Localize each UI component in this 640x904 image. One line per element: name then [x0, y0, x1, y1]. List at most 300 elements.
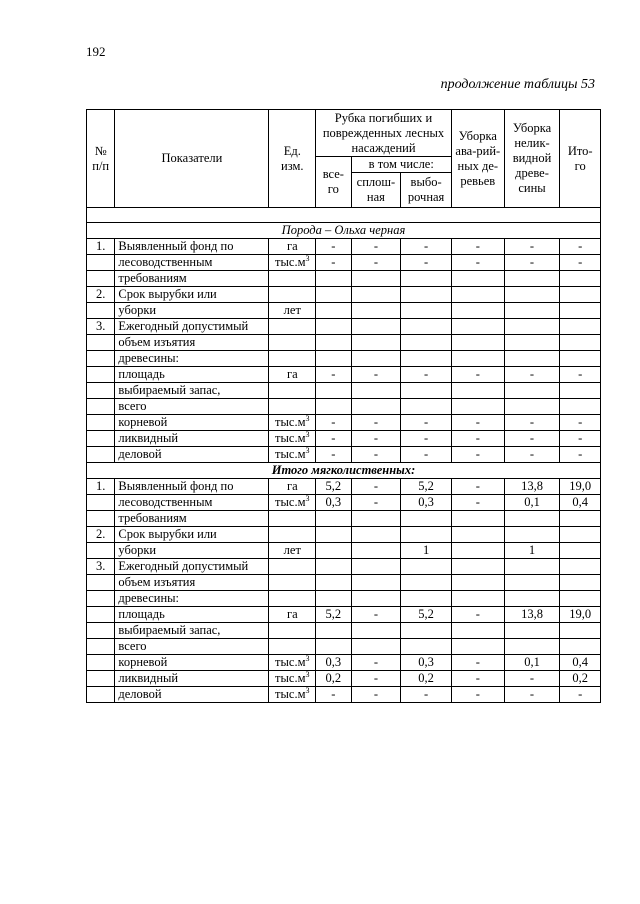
row-value: [560, 303, 601, 319]
row-unit: га: [269, 239, 316, 255]
row-value: -: [351, 607, 401, 623]
table-row: [87, 575, 601, 591]
row-value: -: [351, 255, 401, 271]
row-value: [451, 303, 504, 319]
row-value: [351, 351, 401, 367]
table-row: [87, 399, 601, 415]
row-label: всего: [115, 399, 269, 415]
row-value: [560, 559, 601, 575]
row-value: [504, 303, 560, 319]
row-unit: $тыс.м^3$: [269, 687, 316, 703]
row-value: [351, 591, 401, 607]
row-value: 19,0: [560, 607, 601, 623]
row-unit: [269, 271, 316, 287]
row-unit: [269, 527, 316, 543]
row-value: -: [560, 367, 601, 383]
row-value: [316, 399, 351, 415]
table-body: [87, 223, 601, 703]
row-value: [351, 383, 401, 399]
row-value: [316, 335, 351, 351]
row-value: -: [560, 687, 601, 703]
row-value: [401, 575, 452, 591]
data-table: [86, 109, 601, 703]
row-number: [87, 255, 115, 271]
row-value: 13,8: [504, 479, 560, 495]
row-value: [504, 623, 560, 639]
table-row: [87, 303, 601, 319]
row-label: корневой: [115, 655, 269, 671]
row-value: [560, 351, 601, 367]
row-value: 1: [401, 543, 452, 559]
row-value: 0,3: [401, 655, 452, 671]
row-value: [504, 271, 560, 287]
row-value: -: [504, 415, 560, 431]
row-value: [401, 271, 452, 287]
row-value: -: [504, 447, 560, 463]
row-value: 0,2: [401, 671, 452, 687]
row-value: [504, 559, 560, 575]
unit-superscript: 3: [305, 653, 310, 663]
row-label: корневой: [115, 415, 269, 431]
row-value: [451, 623, 504, 639]
row-value: 0,3: [401, 495, 452, 511]
unit-superscript: 3: [305, 685, 310, 695]
header-including: в том числе:: [351, 157, 451, 173]
row-value: -: [451, 655, 504, 671]
row-value: -: [351, 479, 401, 495]
table-row: [87, 431, 601, 447]
row-value: [401, 559, 452, 575]
row-number: [87, 671, 115, 687]
table-row: [87, 655, 601, 671]
row-value: [316, 383, 351, 399]
row-value: [560, 623, 601, 639]
row-value: -: [401, 415, 452, 431]
row-value: [560, 399, 601, 415]
row-value: [316, 511, 351, 527]
row-label: объем изъятия: [115, 335, 269, 351]
header-selective: выбо-рочная: [401, 173, 452, 208]
row-number: 2.: [87, 287, 115, 303]
row-value: [451, 319, 504, 335]
unit-superscript: 3: [305, 253, 310, 263]
row-value: 5,2: [316, 479, 351, 495]
row-label: лесоводственным: [115, 255, 269, 271]
header-cutting-group: Рубка погибших и поврежденных лесных насаждений: [316, 110, 452, 157]
row-value: [504, 335, 560, 351]
table-row: [87, 687, 601, 703]
row-value: [504, 639, 560, 655]
row-value: -: [351, 239, 401, 255]
row-value: 0,3: [316, 655, 351, 671]
table-row: [87, 543, 601, 559]
row-number: [87, 495, 115, 511]
row-label: деловой: [115, 447, 269, 463]
row-number: 3.: [87, 319, 115, 335]
table-row: [87, 271, 601, 287]
row-number: [87, 543, 115, 559]
row-value: [560, 287, 601, 303]
row-number: [87, 575, 115, 591]
row-value: [451, 383, 504, 399]
row-value: [351, 511, 401, 527]
row-value: [560, 271, 601, 287]
row-value: [401, 511, 452, 527]
row-value: 0,3: [316, 495, 351, 511]
row-value: [451, 287, 504, 303]
row-value: -: [351, 431, 401, 447]
row-unit: [269, 575, 316, 591]
row-value: [351, 319, 401, 335]
row-unit: [269, 623, 316, 639]
row-value: -: [451, 239, 504, 255]
table-continuation-caption: продолжение таблицы 53: [440, 77, 595, 92]
row-value: [316, 591, 351, 607]
row-value: -: [401, 431, 452, 447]
row-value: [451, 271, 504, 287]
row-number: 1.: [87, 479, 115, 495]
row-label: объем изъятия: [115, 575, 269, 591]
row-value: -: [504, 255, 560, 271]
row-value: [504, 511, 560, 527]
row-number: [87, 415, 115, 431]
row-value: 5,2: [401, 607, 452, 623]
row-unit: [269, 383, 316, 399]
row-unit: [269, 287, 316, 303]
row-value: [560, 639, 601, 655]
row-label: площадь: [115, 607, 269, 623]
row-value: -: [316, 431, 351, 447]
row-value: [504, 575, 560, 591]
row-number: 2.: [87, 527, 115, 543]
row-number: [87, 303, 115, 319]
row-unit: лет: [269, 543, 316, 559]
unit-superscript: 3: [305, 669, 310, 679]
section-title: Порода – Ольха черная: [87, 223, 601, 239]
row-value: [316, 623, 351, 639]
row-value: [560, 575, 601, 591]
row-label: Срок вырубки или: [115, 527, 269, 543]
row-value: [401, 383, 452, 399]
row-unit: [269, 591, 316, 607]
row-number: [87, 591, 115, 607]
row-label: требованиям: [115, 511, 269, 527]
unit-superscript: 3: [305, 429, 310, 439]
row-value: [504, 351, 560, 367]
row-unit: $тыс.м^3$: [269, 447, 316, 463]
table-row: [87, 351, 601, 367]
page-number: 192: [86, 44, 106, 59]
row-label: Ежегодный допустимый: [115, 319, 269, 335]
row-value: [504, 591, 560, 607]
row-value: [401, 399, 452, 415]
row-value: -: [451, 415, 504, 431]
row-label: площадь: [115, 367, 269, 383]
header-spacer-row: [87, 208, 601, 223]
row-unit: га: [269, 479, 316, 495]
row-value: -: [351, 495, 401, 511]
row-value: [451, 575, 504, 591]
row-value: 5,2: [316, 607, 351, 623]
section-title: Итого мягколиственных:: [87, 463, 601, 479]
row-value: [560, 335, 601, 351]
row-value: -: [560, 431, 601, 447]
row-value: -: [560, 415, 601, 431]
row-value: -: [560, 447, 601, 463]
row-value: [451, 399, 504, 415]
row-value: [316, 639, 351, 655]
header-indicator: Показатели: [115, 110, 269, 208]
row-value: [316, 351, 351, 367]
row-value: [504, 527, 560, 543]
row-value: 0,2: [560, 671, 601, 687]
row-unit: $тыс.м^3$: [269, 415, 316, 431]
row-number: [87, 271, 115, 287]
row-value: [351, 575, 401, 591]
row-value: [401, 623, 452, 639]
header-total: Ито-го: [560, 110, 601, 208]
table-row: [87, 559, 601, 575]
row-value: -: [451, 687, 504, 703]
header-num: № п/п: [87, 110, 115, 208]
row-value: -: [504, 687, 560, 703]
row-number: [87, 607, 115, 623]
row-value: [316, 303, 351, 319]
row-unit: $тыс.м^3$: [269, 255, 316, 271]
row-label: Выявленный фонд по: [115, 479, 269, 495]
row-value: -: [401, 447, 452, 463]
row-unit: лет: [269, 303, 316, 319]
row-unit: $тыс.м^3$: [269, 655, 316, 671]
table-row: [87, 415, 601, 431]
row-unit: га: [269, 607, 316, 623]
row-value: -: [504, 671, 560, 687]
row-value: [451, 335, 504, 351]
row-value: -: [401, 367, 452, 383]
unit-superscript: 3: [305, 413, 310, 423]
table-row: [87, 607, 601, 623]
section-row: [87, 223, 601, 239]
table-row: [87, 623, 601, 639]
row-value: [316, 271, 351, 287]
row-value: -: [351, 367, 401, 383]
row-value: [316, 319, 351, 335]
row-value: [351, 559, 401, 575]
row-value: 0,1: [504, 495, 560, 511]
section-row: [87, 463, 601, 479]
row-value: -: [451, 367, 504, 383]
row-label: лесоводственным: [115, 495, 269, 511]
row-value: [316, 287, 351, 303]
header-total-cut: все-го: [316, 157, 351, 208]
row-value: -: [316, 255, 351, 271]
row-value: 0,1: [504, 655, 560, 671]
row-value: -: [351, 687, 401, 703]
row-number: [87, 383, 115, 399]
row-number: [87, 687, 115, 703]
row-value: [351, 303, 401, 319]
row-label: выбираемый запас,: [115, 383, 269, 399]
table-row: [87, 255, 601, 271]
row-value: 0,2: [316, 671, 351, 687]
row-unit: [269, 639, 316, 655]
row-value: [451, 527, 504, 543]
header-unit: Ед. изм.: [269, 110, 316, 208]
row-value: [504, 383, 560, 399]
row-unit: [269, 399, 316, 415]
header-emergency: Уборка ава-рий-ных де-ревьев: [451, 110, 504, 208]
row-value: [401, 303, 452, 319]
row-value: 0,4: [560, 495, 601, 511]
table-row: [87, 335, 601, 351]
row-unit: [269, 559, 316, 575]
row-label: ликвидный: [115, 671, 269, 687]
row-number: [87, 335, 115, 351]
row-unit: [269, 319, 316, 335]
row-value: [351, 639, 401, 655]
table-row: [87, 527, 601, 543]
row-value: -: [316, 415, 351, 431]
row-value: 5,2: [401, 479, 452, 495]
row-value: [560, 527, 601, 543]
row-value: 19,0: [560, 479, 601, 495]
row-value: -: [504, 431, 560, 447]
row-unit: [269, 335, 316, 351]
row-value: -: [316, 239, 351, 255]
row-value: -: [351, 415, 401, 431]
row-number: 1.: [87, 239, 115, 255]
row-label: выбираемый запас,: [115, 623, 269, 639]
row-value: [351, 623, 401, 639]
row-value: [401, 591, 452, 607]
row-label: деловой: [115, 687, 269, 703]
row-number: [87, 367, 115, 383]
row-label: Выявленный фонд по: [115, 239, 269, 255]
header-illiquid: Уборка нелик-видной древе-сины: [504, 110, 560, 208]
row-number: [87, 431, 115, 447]
row-value: [401, 319, 452, 335]
row-value: -: [451, 671, 504, 687]
row-value: -: [316, 687, 351, 703]
row-value: 0,4: [560, 655, 601, 671]
row-value: [504, 319, 560, 335]
row-value: [560, 319, 601, 335]
row-label: древесины:: [115, 351, 269, 367]
row-value: [451, 543, 504, 559]
row-value: [401, 335, 452, 351]
row-value: [316, 527, 351, 543]
row-value: [401, 287, 452, 303]
row-value: -: [451, 495, 504, 511]
row-value: -: [401, 239, 452, 255]
row-value: -: [560, 255, 601, 271]
row-value: [504, 287, 560, 303]
row-value: -: [504, 367, 560, 383]
row-value: [451, 351, 504, 367]
row-value: [316, 543, 351, 559]
row-value: 13,8: [504, 607, 560, 623]
row-value: -: [401, 255, 452, 271]
row-value: -: [401, 687, 452, 703]
row-value: [560, 543, 601, 559]
row-label: уборки: [115, 543, 269, 559]
row-value: [351, 527, 401, 543]
row-number: [87, 511, 115, 527]
row-value: -: [451, 255, 504, 271]
row-value: [504, 399, 560, 415]
row-number: [87, 399, 115, 415]
table-row: [87, 671, 601, 687]
row-value: [451, 639, 504, 655]
row-value: [401, 639, 452, 655]
row-number: [87, 447, 115, 463]
table-row: [87, 287, 601, 303]
row-value: [560, 591, 601, 607]
row-value: -: [316, 447, 351, 463]
row-value: -: [560, 239, 601, 255]
row-label: всего: [115, 639, 269, 655]
row-value: [451, 511, 504, 527]
table-row: [87, 495, 601, 511]
row-value: -: [504, 239, 560, 255]
row-value: [560, 383, 601, 399]
row-label: Срок вырубки или: [115, 287, 269, 303]
unit-superscript: 3: [305, 493, 310, 503]
row-number: [87, 655, 115, 671]
table-row: [87, 479, 601, 495]
row-value: [351, 287, 401, 303]
row-value: [351, 543, 401, 559]
row-number: [87, 351, 115, 367]
table-row: [87, 511, 601, 527]
row-value: 1: [504, 543, 560, 559]
table-row: [87, 319, 601, 335]
row-unit: [269, 511, 316, 527]
row-label: ликвидный: [115, 431, 269, 447]
row-value: -: [351, 655, 401, 671]
header-clear: сплош-ная: [351, 173, 401, 208]
row-number: 3.: [87, 559, 115, 575]
row-value: [351, 271, 401, 287]
row-number: [87, 623, 115, 639]
row-unit: $тыс.м^3$: [269, 495, 316, 511]
row-value: -: [351, 447, 401, 463]
row-number: [87, 639, 115, 655]
row-value: [351, 399, 401, 415]
row-value: [451, 591, 504, 607]
table-row: [87, 591, 601, 607]
row-value: -: [316, 367, 351, 383]
row-label: требованиям: [115, 271, 269, 287]
row-value: [401, 527, 452, 543]
row-unit: $тыс.м^3$: [269, 671, 316, 687]
row-value: -: [451, 607, 504, 623]
table-row: [87, 383, 601, 399]
row-unit: га: [269, 367, 316, 383]
row-unit: [269, 351, 316, 367]
table-row: [87, 239, 601, 255]
row-value: [316, 559, 351, 575]
row-value: [351, 335, 401, 351]
row-value: -: [451, 447, 504, 463]
row-value: -: [451, 479, 504, 495]
row-label: уборки: [115, 303, 269, 319]
table-row: [87, 367, 601, 383]
row-value: -: [351, 671, 401, 687]
row-value: [560, 511, 601, 527]
unit-superscript: 3: [305, 445, 310, 455]
row-value: [316, 575, 351, 591]
